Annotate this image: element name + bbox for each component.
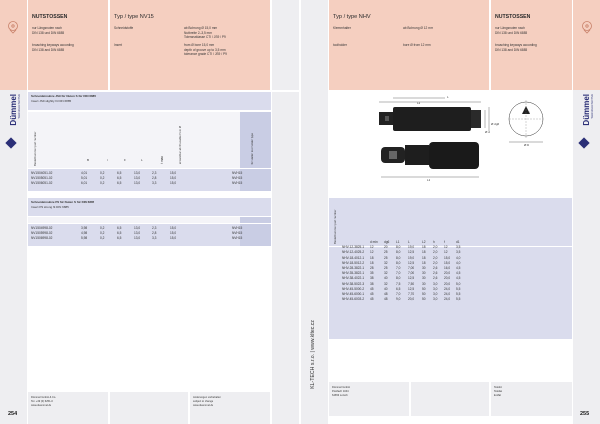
cell: 8,0 (396, 255, 401, 260)
table2-caption-de: Schneideinsätze P9 für Nuten S für DIN 6885 (31, 200, 95, 204)
table2-spacer (28, 217, 271, 223)
cell: 8,0 (396, 276, 401, 281)
right-footer-b-1: Telefon (494, 386, 503, 389)
table2-holder-col-top (240, 217, 271, 223)
cell-F: 6,5 (117, 231, 122, 236)
right-header-sub4: DIN 138 and DIN 6885 (495, 47, 528, 52)
cell-F: 6,5 (117, 181, 122, 186)
cell: 7,0 (396, 292, 401, 297)
left-header-gap (272, 0, 299, 90)
cell-L: 13,0 (134, 236, 141, 241)
right-table-header (329, 198, 572, 246)
cell: 38 (370, 281, 374, 286)
cell-F: 6,5 (117, 171, 122, 175)
cell: 35 (370, 271, 374, 276)
cell: 4,5 (456, 276, 461, 281)
left-footer-mid (110, 392, 188, 424)
cell: 2,6 (433, 266, 438, 271)
cell: 7,0 (396, 266, 401, 271)
col-header-L: L (141, 158, 143, 162)
cell-r: 0,2 (100, 236, 105, 241)
right-spec-label-1: Klemmhalter (333, 26, 351, 30)
cell-holder: NVH15 (232, 236, 243, 241)
right-footer-a-2: Postfach 1044 (332, 390, 349, 393)
table-row (30, 236, 255, 241)
cell-r: 0,2 (100, 171, 105, 175)
cell-L: 13,0 (134, 181, 141, 186)
cell: 7,70 (408, 292, 415, 297)
cell: 48 (384, 292, 388, 297)
left-footer-b-1: Änderungen vorbehalten (193, 396, 222, 399)
cell: 30 (422, 281, 426, 286)
cell: 45 (370, 292, 374, 297)
left-footer-b-3: www.duemmel.de (193, 404, 214, 407)
right-table-body (329, 240, 572, 339)
left-brand (2, 92, 26, 152)
col-header-part: Bestellnummer part number (33, 131, 37, 166)
cell: 32 (384, 281, 388, 286)
cell-part: NHV-28-3822-1 (342, 266, 365, 271)
cell-r: 0,2 (100, 181, 105, 186)
cell: 50 (422, 297, 426, 302)
left-header-sub1: nur Längsnuten nach (32, 26, 62, 30)
cell: 15,0 (444, 255, 451, 260)
right-spec-value-1: ab Bohrung Ø 12 mm (403, 26, 434, 30)
col-header-B: B (87, 158, 90, 162)
cell: 2,0 (433, 245, 438, 250)
brand-diamond-icon (5, 137, 16, 148)
cell: 2,6 (433, 271, 438, 276)
cell-part: NHV-18-4012-1 (342, 255, 365, 260)
cell: 18 (370, 255, 374, 260)
cell: 20,0 (444, 281, 451, 286)
left-footer-a (28, 392, 108, 424)
left-footer-gap (272, 392, 299, 424)
col-header-dg6: dg6 (384, 240, 390, 244)
col-header-h: h (433, 240, 435, 244)
right-header-type: Typ / type NHV (333, 14, 371, 20)
col-header-dmin: d min (370, 240, 378, 244)
cell-B: 5,01 (81, 176, 88, 181)
right-header-sub1: nur Längsnuten nach (495, 26, 525, 30)
brand-name: Dümmel (582, 94, 591, 126)
left-header-block-b (110, 0, 270, 90)
col-header-part: Bestellnummer part number (333, 209, 337, 244)
cell: 18 (422, 245, 426, 250)
cell-usable: 15,0 (170, 236, 177, 241)
cell: 19,0 (408, 255, 415, 260)
table1-caption (28, 92, 271, 110)
cell: 3,0 (433, 292, 438, 297)
cell-part: NV1506998-02 (31, 236, 53, 241)
cell-holder: NVH15 (232, 226, 243, 230)
cell-part: NV1505998-02 (31, 231, 53, 236)
brand-name: Dümmel (9, 94, 18, 126)
table1-caption-de: Schneideinsätze JS9 für Nuten S für DIN 6885 (31, 94, 97, 98)
table2-caption (28, 198, 271, 216)
right-table (341, 240, 467, 302)
side-url: KL-TECH s.r.o. | www.kltec.cz (310, 320, 316, 389)
left-content-gap (272, 92, 299, 392)
col-header-usable: einsetzbar ab Ø usable from Ø (178, 125, 182, 164)
cell-tmax: 2,3 (152, 226, 157, 230)
col-header-tmax: t max (160, 156, 164, 164)
table-row (341, 297, 467, 302)
cell: 48 (384, 297, 388, 302)
dim-label-L2: L2 (417, 101, 421, 105)
cell: 9,0 (396, 297, 401, 302)
cell: 24,0 (444, 286, 451, 291)
cell: 8,0 (396, 250, 401, 255)
cell-tmax: 2,8 (152, 176, 157, 181)
left-header-sub3: broaching keyways according (32, 43, 74, 47)
cell: 12 (444, 245, 448, 250)
cell: 30 (422, 266, 426, 271)
right-footer-mid (411, 382, 489, 416)
cell: 7,00 (408, 271, 415, 276)
left-logo-cell (0, 0, 27, 90)
cell: 3,5 (456, 245, 461, 250)
cell: 32 (384, 260, 388, 265)
brand-diamond-icon (578, 137, 589, 148)
cell: 30 (422, 276, 426, 281)
cell: 18 (422, 250, 426, 255)
cell-usable: 15,0 (170, 181, 177, 186)
cell: 4,5 (456, 266, 461, 271)
cell-r: 0,2 (100, 226, 105, 230)
cell: 8,0 (396, 245, 401, 250)
cell-L: 13,0 (134, 171, 141, 175)
cell: 28 (370, 266, 374, 271)
col-header-d1: d1 (456, 240, 460, 244)
cell-part: NHV-38-4022-1 (342, 276, 365, 281)
left-spec-en-2: depth of groove up to 3,5 mm (184, 47, 226, 52)
cell: 2,0 (433, 255, 438, 260)
cell: 6,5 (396, 286, 401, 291)
cell: 7,00 (408, 266, 415, 271)
cell-r: 0,2 (100, 176, 105, 181)
left-spec-label-4: Insert (114, 43, 122, 47)
col-header-L1: L1 (396, 240, 400, 244)
cell: 4,0 (456, 260, 461, 265)
cell: 2,6 (433, 276, 438, 281)
table2-rows (30, 226, 255, 242)
cell-B: 4,98 (81, 231, 88, 236)
cell-usable: 15,0 (170, 231, 177, 236)
table1-header (28, 112, 271, 168)
cell: 25 (384, 250, 388, 255)
cell-tmax: 2,8 (152, 231, 157, 236)
cell-L: 13,0 (134, 231, 141, 236)
cell: 5,5 (456, 286, 461, 291)
col-header-holder-bg (240, 112, 271, 168)
cell: 12,5 (408, 260, 415, 265)
cell: 2,0 (433, 260, 438, 265)
cell: 24,0 (444, 297, 451, 302)
right-brand (575, 92, 599, 152)
dim-label-dg6: Ø dg6 (491, 122, 500, 126)
right-footer-b (491, 382, 572, 416)
right-header-block-a (329, 0, 489, 90)
table2-caption-en: Insert P9 strong fit DIN 6885 (31, 204, 69, 209)
cell-usable: 15,0 (170, 171, 177, 175)
cell: 32 (384, 271, 388, 276)
cell: 25 (384, 255, 388, 260)
right-footer-a-1: Dümmel GmbH (332, 386, 350, 389)
col-header-holder: für Halter tool holder type (250, 132, 254, 164)
cell: 3,0 (433, 281, 438, 286)
cell: 40 (384, 276, 388, 281)
left-footer-a-3: www.duemmel.de (31, 404, 52, 407)
col-header-r: r (107, 158, 108, 162)
cell: 18 (370, 260, 374, 265)
left-footer-a-2: Tel. +49 (0) 6251-0 (31, 400, 53, 403)
cell: 7,0 (396, 271, 401, 276)
cell: 2,0 (433, 250, 438, 255)
cell-L: 13,0 (134, 176, 141, 181)
cell-r: 0,2 (100, 231, 105, 236)
cell: 12 (444, 250, 448, 255)
col-header-L: L (408, 240, 410, 244)
cell-part: NHV-35-3822-1 (342, 271, 365, 276)
toolholder-drawing-svg (329, 92, 572, 192)
dim-label-b: b (528, 110, 530, 114)
cell-part: NHV-12-4025-2 (342, 250, 365, 255)
cell-part: NHV-45-5000-2 (342, 286, 365, 291)
dim-label-L: L (447, 95, 449, 99)
cell: 50 (422, 286, 426, 291)
table-row (30, 181, 255, 186)
left-header-sub4: DIN 138 and DIN 6885 (32, 47, 65, 52)
cell: 7,50 (408, 281, 415, 286)
brand-sub: WERKZEUGTECHNIK (18, 94, 21, 119)
cell: 3,0 (433, 286, 438, 291)
cell: 20,0 (444, 271, 451, 276)
left-spec-value-2: Nutbreite 2–3,5 mm (184, 30, 212, 35)
cell: 20,0 (444, 276, 451, 281)
cell: 18 (422, 255, 426, 260)
cell: 18 (422, 260, 426, 265)
cell: 5,0 (456, 281, 461, 286)
cell: 20 (384, 245, 388, 250)
right-header-block-b (491, 0, 572, 90)
cell: 3,0 (433, 297, 438, 302)
right-page-number: 255 (580, 411, 590, 417)
target-icon (6, 20, 20, 34)
left-footer-b-2: subject to change (193, 400, 214, 403)
right-spec-label-2: toolholder (333, 43, 347, 47)
brand-sub: WERKZEUGTECHNIK (591, 94, 594, 119)
cell-holder: NVH15 (232, 231, 243, 236)
cell: 16,0 (444, 266, 451, 271)
cell: 12 (370, 245, 374, 250)
left-header-title: NUTSTOSSEN (32, 14, 68, 20)
col-header-L2: L2 (422, 240, 426, 244)
cell-F: 6,5 (117, 176, 122, 181)
col-header-f: f (444, 240, 445, 244)
cell: 12,5 (408, 250, 415, 255)
cell-part: NHV-38-5022-3 (342, 281, 365, 286)
right-footer-a-3: 64653 Lorsch (332, 394, 348, 397)
cell: 15,0 (444, 260, 451, 265)
cell: 4,5 (456, 271, 461, 276)
cell-B: 5,98 (81, 236, 88, 241)
left-header-type: Typ / type NV15 (114, 14, 154, 20)
right-logo-cell (573, 0, 600, 90)
cell-holder: NVH15 (232, 181, 243, 186)
cell-usable: 15,0 (170, 226, 177, 230)
cell-tmax: 3,3 (152, 236, 157, 241)
right-header-sub3: broaching keyways according (495, 43, 537, 47)
col-header-F: F (124, 158, 126, 162)
target-icon (580, 20, 594, 34)
cell-part: NV1505051-02 (31, 176, 53, 181)
cell-part: NHV-45-6000-1 (342, 292, 365, 297)
cell: 3,5 (456, 250, 461, 255)
left-spec-label-1: Schneidstoffe (114, 26, 134, 30)
cell: 12,5 (408, 276, 415, 281)
left-footer-b (190, 392, 270, 424)
cell: 12,5 (408, 286, 415, 291)
cell: 12 (370, 250, 374, 255)
cell: 4,0 (456, 255, 461, 260)
cell-part: NHV-18-5012-2 (342, 260, 365, 265)
cell-part: NV1504998-02 (31, 226, 53, 230)
cell: 38 (370, 276, 374, 281)
cell: 30 (422, 271, 426, 276)
table1-body (28, 169, 271, 191)
left-spec-value-1: ab Bohrung Ø 15,0 mm (184, 26, 218, 30)
right-footer-b-2: Telefax (494, 390, 503, 393)
left-spec-en-1: from Ø bore 15,0 mm (184, 43, 215, 47)
cell-B: 3,98 (81, 226, 88, 230)
cell-part: NV1506051-02 (31, 181, 53, 186)
cell-part: NV1504051-02 (31, 171, 53, 175)
table2-body (28, 224, 271, 246)
cell-L: 13,0 (134, 226, 141, 230)
cell-tmax: 2,3 (152, 171, 157, 175)
cell-F: 6,5 (117, 226, 122, 230)
cell: 7,5 (396, 281, 401, 286)
left-spec-value-3: Toleranzklasse CTI / JS9 / P9 (184, 35, 226, 39)
cell: 25 (384, 266, 388, 271)
left-page-number: 254 (8, 411, 18, 417)
tool-drawing (329, 92, 572, 192)
cell-holder: NVH15 (232, 171, 243, 175)
left-spec-en-3: tolerance grade CTI / JS9 / P9 (184, 52, 227, 56)
cell: 19,0 (408, 245, 415, 250)
left-header-sub2: DIN 138 und DIN 6885 (32, 30, 65, 35)
cell-tmax: 3,3 (152, 181, 157, 186)
cell: 50 (422, 292, 426, 297)
cell: 8,0 (396, 260, 401, 265)
cell: 20,0 (408, 297, 415, 302)
cell: 40 (384, 286, 388, 291)
left-header-block-a (28, 0, 108, 90)
right-header-sub2: DIN 138 und DIN 6885 (495, 30, 528, 35)
cell: 5,5 (456, 297, 461, 302)
table1-rows (30, 171, 255, 187)
cell-B: 4,01 (81, 171, 88, 175)
cell: 5,5 (456, 292, 461, 297)
cell-part: NHV-12-3825-1 (342, 245, 365, 250)
dim-label-L1: L1 (427, 178, 431, 182)
cell-holder: NVH15 (232, 176, 243, 181)
right-footer-b-3: E-Mail (494, 394, 502, 397)
dim-label-D: Ø D (524, 143, 530, 147)
dim-label-d: Ø d (485, 130, 490, 134)
cell: 45 (370, 297, 374, 302)
cell-usable: 15,0 (170, 176, 177, 181)
right-header-title: NUTSTOSSEN (495, 14, 531, 20)
cell: 24,0 (444, 292, 451, 297)
table1-caption-en: Insert JS9 slightly fit DIN 6885 (31, 98, 72, 103)
cell: 45 (370, 286, 374, 291)
cell-F: 6,5 (117, 236, 122, 241)
right-spec-value-2: bore Ø from 12 mm (403, 43, 431, 47)
cell-B: 6,01 (81, 181, 88, 186)
cell-part: NHV-45-6003-2 (342, 297, 365, 302)
left-footer-a-1: Dümmel GmbH & Co. (31, 396, 57, 399)
right-footer-a (329, 382, 409, 416)
